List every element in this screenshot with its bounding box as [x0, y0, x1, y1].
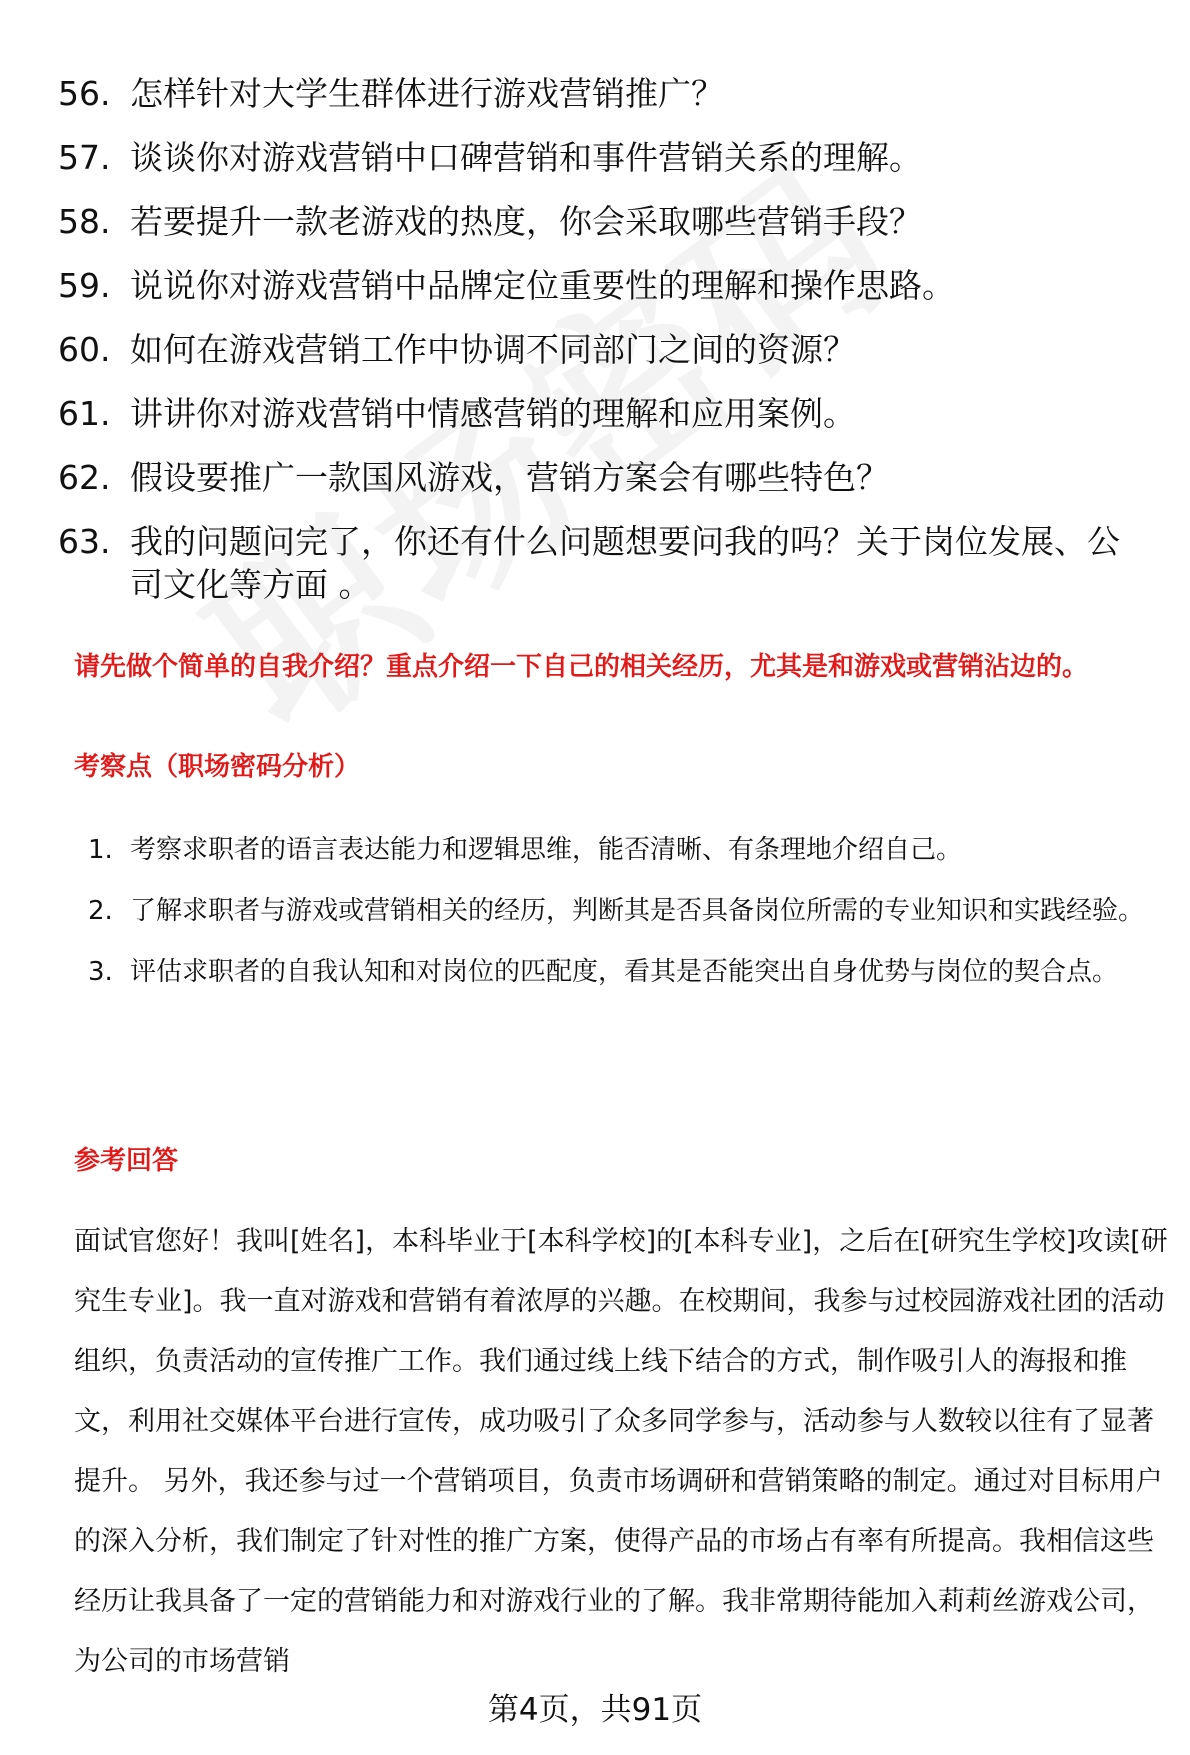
- item-text: 假设要推广一款国风游戏，营销方案会有哪些特色？: [130, 458, 889, 497]
- page-number: 第4页，共91页: [487, 1692, 703, 1728]
- list-item: [88, 820, 1158, 880]
- reference-answer: 面试官您好！我叫[姓名]，本科毕业于[本科学校]的[本科专业]，之后在[研究生学校]攻读[研究生专业]。我一直对游戏和营销有着浓厚的兴趣。在校期间，我参与过校园游戏社团的活动组织，负责活动的宣传推广工作。我们通过线上线下结合的方式，制作吸引人的海报和推文，利用社交媒体平台进行宣传，成功吸引了众多同学参与，活动参与人数较以往有了显著提升。 另外，我还参与过一个营销项目，负责市场调研和营销策略的制定。通过对目标用户的深入分析，我们制定了针对性的推广方案，使得产品的市场占有率有所提高。我相信这些经历让我具备了一定的营销能力和对游戏行业的了解。我非常期待能加入莉莉丝游戏公司，为公司的市场营销: [74, 1226, 1168, 1677]
- list-item: [58, 72, 1138, 115]
- item-text: 讲讲你对游戏营销中情感营销的理解和应用案例。: [130, 394, 856, 433]
- item-text: 怎样针对大学生群体进行游戏营销推广？: [130, 74, 724, 113]
- item-number: 3.: [88, 957, 113, 987]
- item-text: 我的问题问完了，你还有什么问题想要问我的吗？关于岗位发展、公司文化等方面 。: [130, 522, 1120, 604]
- item-number: 59.: [58, 266, 111, 305]
- item-number: 57.: [58, 138, 111, 177]
- item-number: 60.: [58, 330, 111, 369]
- featured-question: 请先做个简单的自我介绍？重点介绍一下自己的相关经历，尤其是和游戏或营销沾边的。: [74, 652, 1089, 682]
- list-item: [58, 328, 1138, 371]
- item-number: 62.: [58, 458, 111, 497]
- list-item: [58, 200, 1138, 243]
- item-number: 58.: [58, 202, 111, 241]
- item-text: 谈谈你对游戏营销中口碑营销和事件营销关系的理解。: [130, 138, 922, 177]
- assessment-heading: 考察点（职场密码分析）: [74, 752, 361, 782]
- item-number: 56.: [58, 74, 111, 113]
- reference-heading: 参考回答: [74, 1146, 179, 1176]
- item-text: 若要提升一款老游戏的热度，你会采取哪些营销手段？: [130, 202, 922, 241]
- item-text: 如何在游戏营销工作中协调不同部门之间的资源？: [130, 330, 856, 369]
- item-number: 1.: [88, 835, 113, 865]
- question-list: [58, 72, 1138, 627]
- item-number: 63.: [58, 522, 111, 561]
- item-text: 说说你对游戏营销中品牌定位重要性的理解和操作思路。: [130, 266, 955, 305]
- list-item: [88, 881, 1158, 941]
- list-item: [88, 942, 1158, 1002]
- list-item: [58, 456, 1138, 499]
- item-number: 61.: [58, 394, 111, 433]
- item-text: 评估求职者的自我认知和对岗位的匹配度，看其是否能突出自身优势与岗位的契合点。: [130, 957, 1119, 987]
- list-item: [58, 264, 1138, 307]
- list-item: [58, 392, 1138, 435]
- item-text: 考察求职者的语言表达能力和逻辑思维，能否清晰、有条理地介绍自己。: [130, 835, 963, 865]
- assessment-list: [88, 820, 1158, 1003]
- list-item: [58, 520, 1138, 606]
- item-text: 了解求职者与游戏或营销相关的经历，判断其是否具备岗位所需的专业知识和实践经验。: [130, 896, 1145, 926]
- list-item: [58, 136, 1138, 179]
- item-number: 2.: [88, 896, 113, 926]
